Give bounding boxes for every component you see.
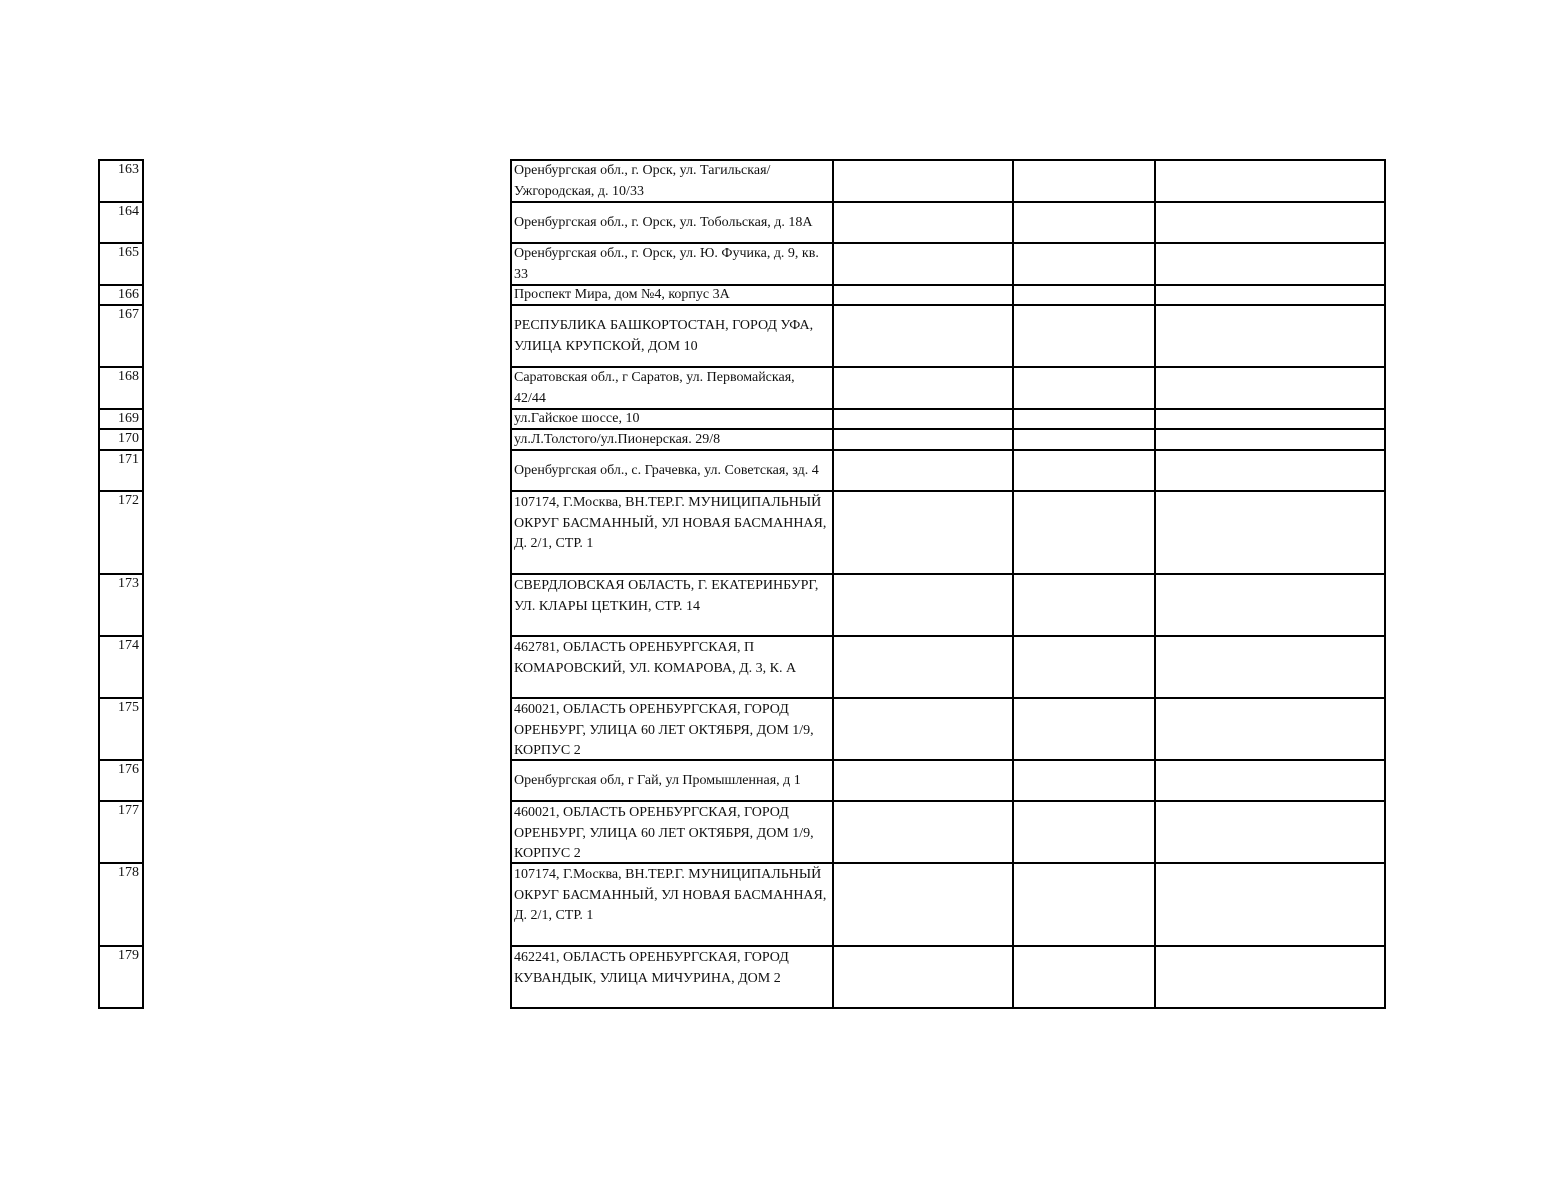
empty-cell <box>1012 203 1154 242</box>
empty-cell <box>1012 802 1154 862</box>
empty-cell <box>832 575 1012 635</box>
empty-cell <box>1154 286 1384 304</box>
table-row <box>512 759 1384 800</box>
row-number: 179 <box>100 945 142 1007</box>
address-cell: Проспект Мира, дом №4, корпус 3А <box>514 287 730 303</box>
empty-cell <box>1154 430 1384 449</box>
empty-cell <box>1154 637 1384 697</box>
empty-cell <box>1154 203 1384 242</box>
row-number: 167 <box>100 304 142 366</box>
address-cell: 107174, Г.Москва, ВН.ТЕР.Г. МУНИЦИПАЛЬНЫЙ ОКРУГ БАСМАННЫЙ, УЛ НОВАЯ БАСМАННАЯ, Д. 2/1, СТР. 1 <box>514 495 827 551</box>
row-number: 174 <box>100 635 142 697</box>
empty-cell <box>1154 761 1384 800</box>
address-cell: ул.Гайское шоссе, 10 <box>514 411 640 427</box>
address-cell: 107174, Г.Москва, ВН.ТЕР.Г. МУНИЦИПАЛЬНЫЙ ОКРУГ БАСМАННЫЙ, УЛ НОВАЯ БАСМАННАЯ, Д. 2/1, СТР. 1 <box>514 867 827 923</box>
empty-cell <box>1012 430 1154 449</box>
empty-cell <box>832 410 1012 428</box>
empty-cell <box>1012 761 1154 800</box>
empty-cell <box>1154 410 1384 428</box>
address-cell: СВЕРДЛОВСКАЯ ОБЛАСТЬ, Г. ЕКАТЕРИНБУРГ, УЛ. КЛАРЫ ЦЕТКИН, СТР. 14 <box>514 578 819 614</box>
empty-cell <box>1012 306 1154 366</box>
empty-cell <box>1012 637 1154 697</box>
table-row <box>512 573 1384 635</box>
address-cell: 462781, ОБЛАСТЬ ОРЕНБУРГСКАЯ, П КОМАРОВСКИЙ, УЛ. КОМАРОВА, Д. 3, К. А <box>514 640 797 676</box>
table-row <box>512 408 1384 428</box>
table-row <box>512 800 1384 862</box>
empty-cell <box>832 286 1012 304</box>
empty-cell <box>1154 161 1384 201</box>
row-number: 165 <box>100 242 142 284</box>
empty-cell <box>1012 368 1154 408</box>
empty-cell <box>832 203 1012 242</box>
row-number: 169 <box>100 408 142 428</box>
row-number: 176 <box>100 759 142 800</box>
empty-cell <box>1012 410 1154 428</box>
address-cell: ул.Л.Толстого/ул.Пионерская. 29/8 <box>514 431 721 447</box>
empty-cell <box>832 451 1012 490</box>
table-row <box>512 304 1384 366</box>
empty-cell <box>832 637 1012 697</box>
empty-cell <box>1154 492 1384 573</box>
row-number: 164 <box>100 201 142 242</box>
row-number: 173 <box>100 573 142 635</box>
address-cell: 460021, ОБЛАСТЬ ОРЕНБУРГСКАЯ, ГОРОД ОРЕНБУРГ, УЛИЦА 60 ЛЕТ ОКТЯБРЯ, ДОМ 1/9, КОРПУС 2 <box>514 805 814 861</box>
table-row <box>512 159 1384 201</box>
row-number: 168 <box>100 366 142 408</box>
address-cell: Саратовская обл., г Саратов, ул. Первомайская, 42/44 <box>514 370 795 406</box>
row-number-column <box>98 159 144 1009</box>
empty-cell <box>1012 492 1154 573</box>
row-number: 166 <box>100 284 142 304</box>
empty-cell <box>1012 947 1154 1007</box>
address-table <box>510 159 1386 1009</box>
table-row <box>512 428 1384 449</box>
empty-cell <box>1012 161 1154 201</box>
empty-cell <box>832 802 1012 862</box>
table-row <box>512 490 1384 573</box>
address-cell: 460021, ОБЛАСТЬ ОРЕНБУРГСКАЯ, ГОРОД ОРЕНБУРГ, УЛИЦА 60 ЛЕТ ОКТЯБРЯ, ДОМ 1/9, КОРПУС 2 <box>514 702 814 758</box>
empty-cell <box>1154 451 1384 490</box>
table-row <box>512 242 1384 284</box>
row-number: 163 <box>100 159 142 201</box>
empty-cell <box>832 368 1012 408</box>
empty-cell <box>1154 575 1384 635</box>
address-cell: Оренбургская обл., с. Грачевка, ул. Советская, зд. 4 <box>514 462 819 478</box>
empty-cell <box>1154 699 1384 759</box>
row-number: 175 <box>100 697 142 759</box>
table-row <box>512 635 1384 697</box>
table-row <box>512 449 1384 490</box>
address-cell: РЕСПУБЛИКА БАШКОРТОСТАН, ГОРОД УФА, УЛИЦА КРУПСКОЙ, ДОМ 10 <box>514 318 814 354</box>
empty-cell <box>1012 286 1154 304</box>
empty-cell <box>832 161 1012 201</box>
empty-cell <box>1154 802 1384 862</box>
table-row <box>512 201 1384 242</box>
empty-cell <box>832 761 1012 800</box>
table-row <box>512 366 1384 408</box>
address-cell: Оренбургская обл., г. Орск, ул. Тагильская/Ужгородская, д. 10/33 <box>514 163 771 199</box>
empty-cell <box>1154 947 1384 1007</box>
empty-cell <box>1154 244 1384 284</box>
empty-cell <box>832 244 1012 284</box>
row-number: 178 <box>100 862 142 945</box>
empty-cell <box>832 306 1012 366</box>
empty-cell <box>1154 306 1384 366</box>
table-row <box>512 697 1384 759</box>
empty-cell <box>832 864 1012 945</box>
table-row <box>512 862 1384 945</box>
table-row <box>512 284 1384 304</box>
empty-cell <box>832 699 1012 759</box>
address-cell: Оренбургская обл, г Гай, ул Промышленная, д 1 <box>514 772 801 788</box>
row-number: 170 <box>100 428 142 449</box>
row-number: 171 <box>100 449 142 490</box>
address-cell: Оренбургская обл., г. Орск, ул. Ю. Фучика, д. 9, кв. 33 <box>514 246 819 282</box>
row-number: 172 <box>100 490 142 573</box>
empty-cell <box>832 430 1012 449</box>
empty-cell <box>1012 244 1154 284</box>
empty-cell <box>1154 864 1384 945</box>
empty-cell <box>1012 864 1154 945</box>
row-number: 177 <box>100 800 142 862</box>
address-cell: 462241, ОБЛАСТЬ ОРЕНБУРГСКАЯ, ГОРОД КУВАНДЫК, УЛИЦА МИЧУРИНА, ДОМ 2 <box>514 950 789 986</box>
empty-cell <box>832 492 1012 573</box>
table-row <box>512 945 1384 1007</box>
empty-cell <box>1012 451 1154 490</box>
empty-cell <box>1154 368 1384 408</box>
empty-cell <box>832 947 1012 1007</box>
address-cell: Оренбургская обл., г. Орск, ул. Тобольская, д. 18А <box>514 214 813 230</box>
empty-cell <box>1012 575 1154 635</box>
empty-cell <box>1012 699 1154 759</box>
